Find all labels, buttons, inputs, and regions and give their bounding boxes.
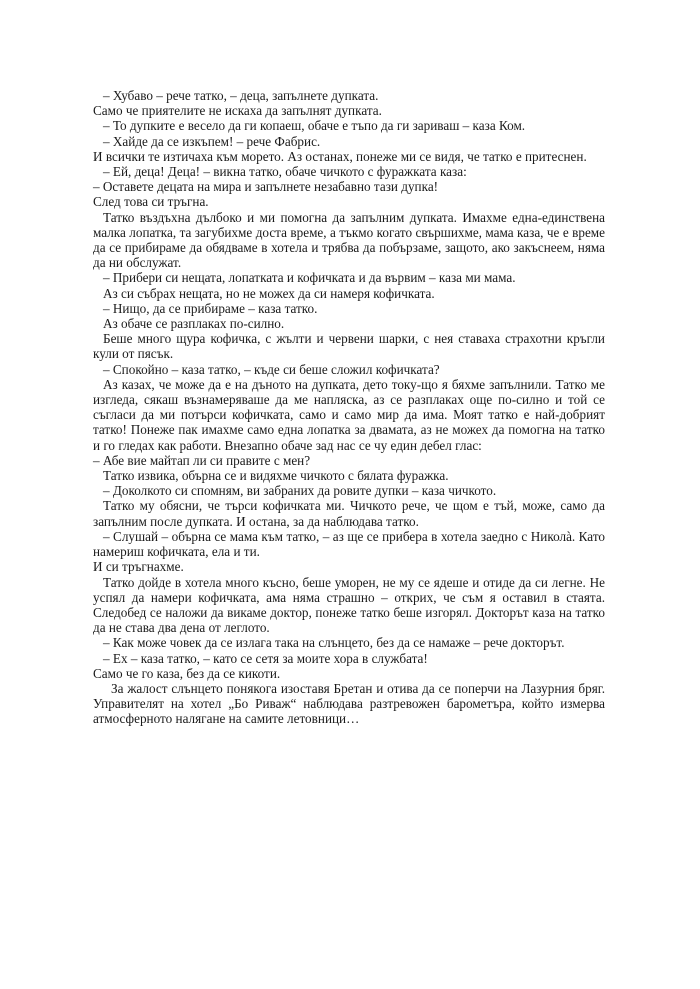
- paragraph: Беше много щура кофичка, с жълти и червени шарки, с нея ставаха страхотни кръгли кули от пясък.: [93, 331, 605, 362]
- paragraph: – Прибери си нещата, лопатката и кофичката и да вървим – каза ми мама.: [103, 270, 516, 286]
- paragraph: Само че го каза, без да се кикоти.: [93, 665, 281, 681]
- paragraph: – Ей, деца! Деца! – викна татко, обаче чичкото с фуражката каза:: [103, 164, 467, 180]
- paragraph: Аз казах, че може да е на дъното на дупката, дето току-що я бяхме запълнили. Татко ме изгледа, сякаш възнамеряваше да ме напляска, аз се разплаках още по-силно и той се съгласи да ми потърси кофичката, само и само мир да има. Моят татко е най-добрият татко! Понеже пак имахме само една лопатка за двамата, аз не можех да помогна на татко и го гледах как работи. Внезапно обаче зад нас се чу един дебел глас:: [93, 376, 605, 453]
- paragraph: – Хайде да се изкъпем! – рече Фабрис.: [103, 133, 321, 149]
- paragraph: И всички те изтичаха към морето. Аз останах, понеже ми се видя, че татко е притеснен.: [93, 148, 587, 164]
- paragraph: – Слушай – обърна се мама към татко, – аз ще се прибера в хотела заедно с Николà. Като намериш кофичката, ела и ти.: [93, 528, 605, 560]
- paragraph: Аз си събрах нещата, но не можех да си намеря кофичката.: [103, 285, 435, 301]
- paragraph: След това си тръгна.: [93, 194, 209, 210]
- paragraph: – Ех – каза татко, – като се сетя за моите хора в службата!: [103, 650, 428, 666]
- paragraph: Татко дойде в хотела много късно, беше уморен, не му се ядеше и отиде да си легне. Не успял да намери кофичката, ама няма страшно – открих, че съм я оставил в стаята. Следобед се наложи да викаме доктор, понеже татко беше изгорял. Докторът каза на татко да не става два дена от леглото.: [93, 574, 605, 636]
- paragraph: – Доколкото си спомням, ви забраних да ровите дупки – каза чичкото.: [103, 483, 497, 499]
- paragraph: – Оставете децата на мира и запълнете незабавно тази дупка!: [93, 179, 439, 195]
- paragraph: За жалост слънцето понякога изоставя Бретан и отива да се поперчи на Лазурния бряг. Управителят на хотел „Бо Риваж“ наблюдава разтревожен барометъра, който измерва атмосферното налягане на самите летовници…: [93, 680, 605, 727]
- story-text: [93, 88, 605, 727]
- paragraph: – Как може човек да се излага така на слънцето, без да се намаже – рече докторът.: [103, 635, 565, 651]
- paragraph: Татко извика, обърна се и видяхме чичкото с бялата фуражка.: [103, 468, 449, 484]
- paragraph: – Нищо, да се прибираме – каза татко.: [103, 300, 318, 316]
- paragraph: Татко му обясни, че търси кофичката ми. Чичкото рече, че щом е тъй, може, само да запълним после дупката. И остана, за да наблюдава татко.: [93, 498, 605, 529]
- paragraph: Татко въздъхна дълбоко и ми помогна да запълним дупката. Имахме една-единствена малка лопатка, та загубихме доста време, а тъкмо когато свършихме, мама каза, че е време да се прибираме да обядваме в хотела и трябва да побързаме, защото, ако закъснеем, няма да ни обслужат.: [93, 209, 605, 271]
- paragraph: Аз обаче се разплаках по-силно.: [103, 316, 285, 332]
- paragraph: И си тръгнахме.: [93, 559, 184, 575]
- paragraph: – Абе вие майтап ли си правите с мен?: [93, 452, 311, 468]
- paragraph: – То дупките е весело да ги копаеш, обаче е тъпо да ги зариваш – каза Ком.: [103, 118, 526, 134]
- paragraph: Само че приятелите не искаха да запълнят дупката.: [93, 103, 382, 119]
- paragraph: – Хубаво – рече татко, – деца, запълнете дупката.: [103, 88, 379, 103]
- paragraph: – Спокойно – каза татко, – къде си беше сложил кофичката?: [103, 361, 440, 377]
